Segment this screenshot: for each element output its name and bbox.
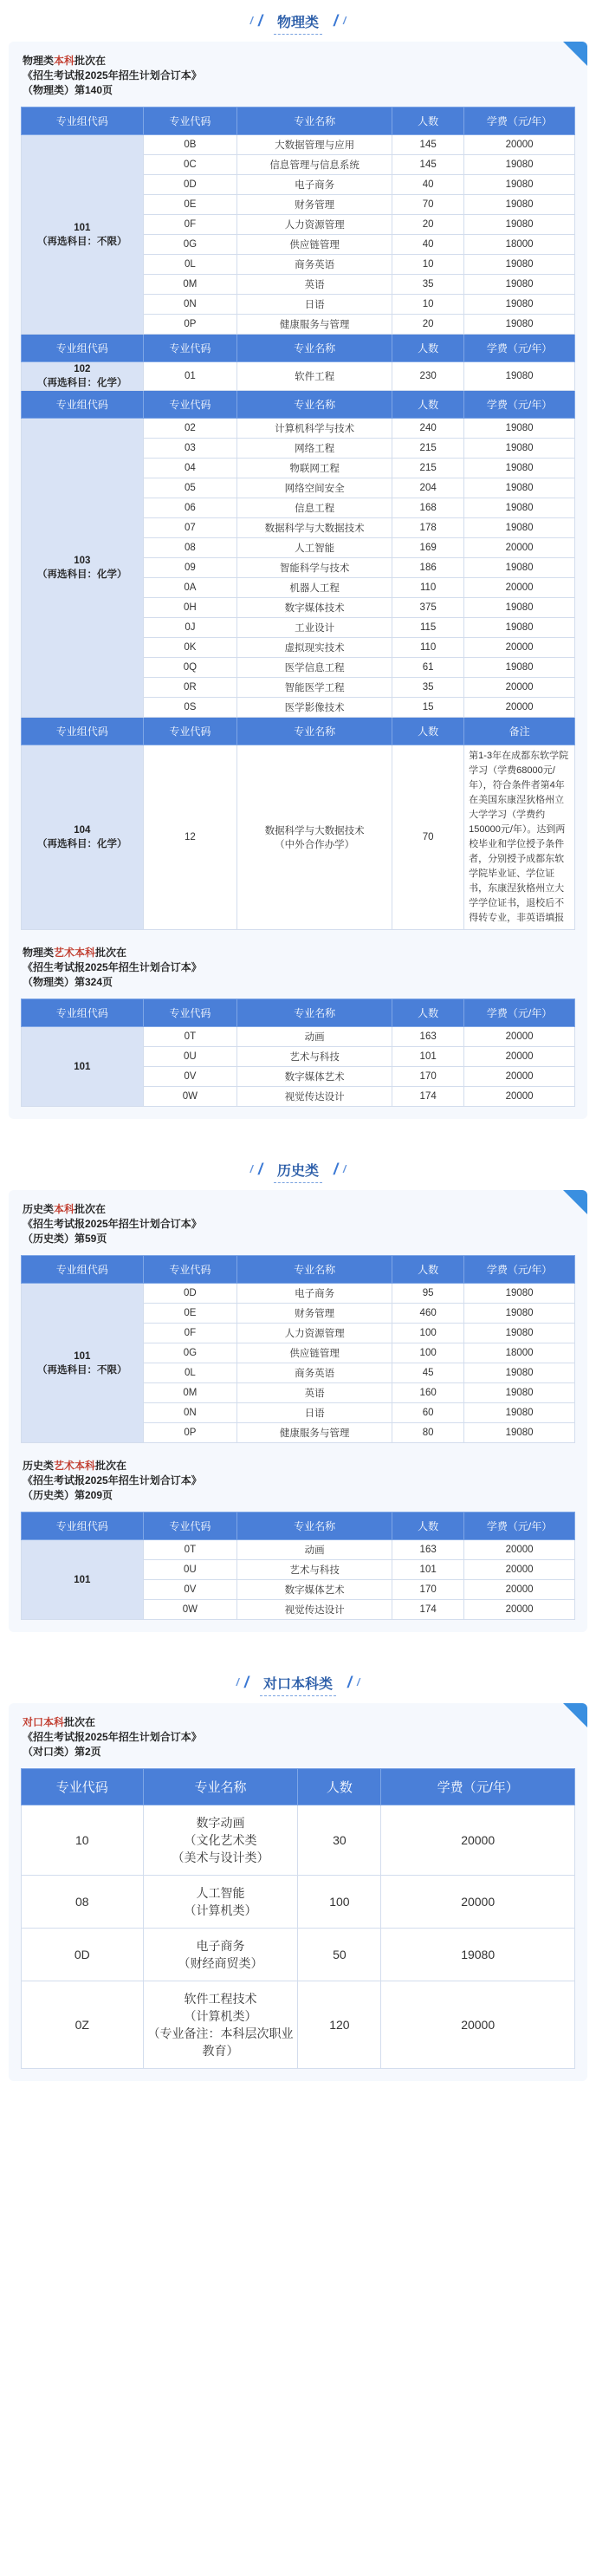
column-header: 人数 [392,999,464,1027]
major-code-cell: 0C [143,155,237,175]
count-cell: 35 [392,678,464,698]
major-name-cell: 供应链管理 [237,235,392,255]
physics-undergrad-table [21,107,575,930]
section-label: 对口本科类 [260,1669,336,1696]
major-code-cell: 0F [143,1324,237,1343]
major-name-cell: 虚拟现实技术 [237,638,392,658]
major-code-cell: 0U [143,1560,237,1580]
count-cell: 375 [392,598,464,618]
major-name-cell: 软件工程 [237,362,392,391]
fee-cell: 19080 [464,1403,575,1423]
fee-cell: 19080 [464,295,575,315]
count-cell: 95 [392,1284,464,1304]
section-title-vocational [0,1662,596,1703]
fee-cell: 18000 [464,1343,575,1363]
slash-decoration-icon: / [357,1676,360,1688]
count-cell: 100 [392,1324,464,1343]
fee-cell: 19080 [464,362,575,391]
fee-cell: 19080 [464,255,575,275]
major-name-cell: 机器人工程 [237,578,392,598]
fee-cell: 20000 [464,1540,575,1560]
major-name-cell: 健康服务与管理 [237,1423,392,1443]
corner-decoration-icon [563,42,587,66]
fee-cell: 20000 [464,698,575,718]
major-name-cell: 数据科学与大数据技术 [237,518,392,538]
major-code-cell: 09 [143,558,237,578]
slash-decoration-icon: / [257,1160,262,1178]
fee-cell: 19080 [464,618,575,638]
slash-decoration-icon: / [334,11,339,29]
major-name-cell: 数字媒体艺术 [237,1067,392,1087]
fee-cell: 19080 [464,215,575,235]
major-code-cell: 06 [143,498,237,518]
table-row [22,135,575,155]
group-code-cell: 104 （再选科目：化学） [22,745,144,930]
major-code-cell: 0H [143,598,237,618]
major-code-cell: 04 [143,459,237,478]
count-cell: 61 [392,658,464,678]
column-header: 人数 [392,718,464,745]
slash-decoration-icon: / [347,1673,353,1691]
column-header: 专业代码 [143,1512,237,1540]
table-row [22,1540,575,1560]
column-header: 学费（元/年） [464,1512,575,1540]
column-header: 学费（元/年） [464,1256,575,1284]
major-code-cell: 0B [143,135,237,155]
major-code-cell: 08 [143,538,237,558]
major-name-cell: 英语 [237,1383,392,1403]
fee-cell: 20000 [464,1600,575,1620]
major-code-cell: 0L [143,1363,237,1383]
major-name-cell: 商务英语 [237,255,392,275]
count-cell: 145 [392,135,464,155]
major-name-cell: 日语 [237,1403,392,1423]
major-code-cell: 03 [143,439,237,459]
count-cell: 169 [392,538,464,558]
major-name-cell: 供应链管理 [237,1343,392,1363]
corner-decoration-icon [563,1703,587,1727]
header-row [22,1512,575,1540]
slash-decoration-icon: / [249,1163,253,1175]
group-code-cell: 101 [22,1540,144,1620]
table-row [22,419,575,439]
count-cell: 110 [392,638,464,658]
major-code-cell: 0N [143,1403,237,1423]
table-row [22,1805,575,1876]
major-code-cell: 0J [143,618,237,638]
table-row [22,1929,575,1981]
count-cell: 163 [392,1540,464,1560]
major-name-cell: 大数据管理与应用 [237,135,392,155]
count-cell: 145 [392,155,464,175]
column-header: 专业代码 [143,999,237,1027]
count-cell: 60 [392,1403,464,1423]
history-undergrad-head: 历史类本科批次在 《招生考试报2025年招生计划合订本》 （历史类）第59页 [23,1203,202,1245]
major-code-cell: 0D [143,1284,237,1304]
major-code-cell: 0D [22,1929,144,1981]
table-row [22,1027,575,1047]
major-name-cell: 工业设计 [237,618,392,638]
major-code-cell: 10 [22,1805,144,1876]
major-code-cell: 0K [143,638,237,658]
count-cell: 170 [392,1580,464,1600]
column-header: 人数 [298,1769,381,1805]
column-header: 专业组代码 [22,718,144,745]
table-row [22,1981,575,2069]
count-cell: 163 [392,1027,464,1047]
fee-cell: 19080 [464,478,575,498]
fee-cell: 19080 [464,195,575,215]
major-code-cell: 0Q [143,658,237,678]
major-name-cell: 软件工程技术 （计算机类） （专业备注：本科层次职业教育） [143,1981,298,2069]
physics-card [9,42,587,1119]
major-name-cell: 视觉传达设计 [237,1087,392,1107]
major-code-cell: 0E [143,1304,237,1324]
major-name-cell: 英语 [237,275,392,295]
physics-undergrad-head: 物理类本科批次在 《招生考试报2025年招生计划合订本》 （物理类）第140页 [23,55,202,96]
column-header: 专业代码 [143,107,237,135]
fee-cell: 20000 [381,1805,575,1876]
fee-cell: 19080 [464,175,575,195]
slash-decoration-icon: / [257,11,262,29]
count-cell: 35 [392,275,464,295]
count-cell: 110 [392,578,464,598]
history-undergrad-table [21,1255,575,1443]
major-name-cell: 电子商务 （财经商贸类） [143,1929,298,1981]
major-name-cell: 物联网工程 [237,459,392,478]
major-name-cell: 人工智能 [237,538,392,558]
header-row [22,718,575,745]
count-cell: 160 [392,1383,464,1403]
major-code-cell: 0F [143,215,237,235]
header-row [22,1256,575,1284]
count-cell: 40 [392,235,464,255]
column-header: 专业代码 [143,718,237,745]
major-code-cell: 12 [143,745,237,930]
major-code-cell: 0U [143,1047,237,1067]
major-code-cell: 0G [143,1343,237,1363]
count-cell: 100 [298,1876,381,1929]
column-header: 人数 [392,335,464,362]
major-name-cell: 网络工程 [237,439,392,459]
column-header: 专业代码 [143,335,237,362]
major-name-cell: 信息管理与信息系统 [237,155,392,175]
count-cell: 178 [392,518,464,538]
major-code-cell: 0R [143,678,237,698]
note-cell: 第1-3年在成都东软学院学习（学费68000元/年），符合条件者第4年在美国东康涅狄格州立大学学习（学费约150000元/年）。达到两校毕业和学位授予条件者，分别授予成都东软学院毕业证、学位证书，东康涅狄格州立大学学位证书，退校后不得转专业，非英语填报 [464,745,575,930]
column-header: 专业代码 [143,391,237,419]
major-name-cell: 健康服务与管理 [237,315,392,335]
major-code-cell: 0V [143,1580,237,1600]
group-code-cell: 102 （再选科目：化学） [22,362,144,391]
fee-cell: 19080 [464,155,575,175]
column-header: 专业名称 [237,107,392,135]
history-card [9,1190,587,1632]
count-cell: 170 [392,1067,464,1087]
header-row [22,335,575,362]
group-code-cell: 101 [22,1027,144,1107]
count-cell: 30 [298,1805,381,1876]
vocational-table [21,1768,575,2069]
physics-art-table [21,999,575,1107]
major-name-cell: 数字媒体技术 [237,598,392,618]
major-code-cell: 0N [143,295,237,315]
group-code-cell: 101 （再选科目：不限） [22,135,144,335]
major-name-cell: 财务管理 [237,195,392,215]
fee-cell: 20000 [464,135,575,155]
fee-cell: 19080 [464,1304,575,1324]
major-name-cell: 计算机科学与技术 [237,419,392,439]
major-code-cell: 0M [143,1383,237,1403]
major-code-cell: 0G [143,235,237,255]
column-header: 人数 [392,391,464,419]
major-name-cell: 数字动画 （文化艺术类 （美术与设计类） [143,1805,298,1876]
column-header: 专业名称 [237,1512,392,1540]
major-code-cell: 05 [143,478,237,498]
major-code-cell: 0P [143,1423,237,1443]
column-header: 学费（元/年） [464,391,575,419]
fee-cell: 19080 [464,658,575,678]
slash-decoration-icon: / [249,15,253,27]
count-cell: 460 [392,1304,464,1324]
fee-cell: 19080 [464,419,575,439]
fee-cell: 19080 [464,598,575,618]
major-name-cell: 智能医学工程 [237,678,392,698]
column-header: 专业组代码 [22,391,144,419]
count-cell: 50 [298,1929,381,1981]
header-row [22,107,575,135]
major-code-cell: 0P [143,315,237,335]
count-cell: 120 [298,1981,381,2069]
group-code-cell: 103 （再选科目：化学） [22,419,144,718]
column-header: 人数 [392,1256,464,1284]
major-code-cell: 0T [143,1027,237,1047]
column-header: 专业名称 [237,1256,392,1284]
major-code-cell: 0S [143,698,237,718]
column-header: 专业代码 [143,1256,237,1284]
vocational-card [9,1703,587,2081]
fee-cell: 20000 [464,1560,575,1580]
header-row [22,1769,575,1805]
column-header: 专业组代码 [22,335,144,362]
fee-cell: 19080 [464,1363,575,1383]
major-code-cell: 0Z [22,1981,144,2069]
major-code-cell: 02 [143,419,237,439]
column-header: 专业代码 [22,1769,144,1805]
major-name-cell: 视觉传达设计 [237,1600,392,1620]
major-code-cell: 0L [143,255,237,275]
fee-cell: 20000 [464,1067,575,1087]
column-header: 学费（元/年） [464,999,575,1027]
fee-cell: 20000 [464,538,575,558]
fee-cell: 18000 [464,235,575,255]
column-header: 专业名称 [237,718,392,745]
count-cell: 168 [392,498,464,518]
column-header: 专业组代码 [22,1512,144,1540]
count-cell: 204 [392,478,464,498]
column-header: 人数 [392,1512,464,1540]
slash-decoration-icon: / [343,1163,347,1175]
major-name-cell: 艺术与科技 [237,1560,392,1580]
fee-cell: 19080 [464,1284,575,1304]
table-row [22,1876,575,1929]
fee-cell: 19080 [464,1324,575,1343]
section-label: 历史类 [274,1156,322,1183]
major-name-cell: 信息工程 [237,498,392,518]
major-code-cell: 0W [143,1087,237,1107]
table-row [22,362,575,391]
fee-cell: 20000 [464,1087,575,1107]
count-cell: 15 [392,698,464,718]
fee-cell: 20000 [464,638,575,658]
count-cell: 186 [392,558,464,578]
major-code-cell: 0E [143,195,237,215]
major-name-cell: 人力资源管理 [237,1324,392,1343]
count-cell: 240 [392,419,464,439]
major-name-cell: 医学信息工程 [237,658,392,678]
major-code-cell: 0M [143,275,237,295]
section-title-physics [0,0,596,42]
slash-decoration-icon: / [236,1676,239,1688]
major-name-cell: 人工智能 （计算机类） [143,1876,298,1929]
fee-cell: 20000 [464,1047,575,1067]
major-code-cell: 0A [143,578,237,598]
fee-cell: 20000 [464,1027,575,1047]
major-code-cell: 0D [143,175,237,195]
table-row [22,1284,575,1304]
slash-decoration-icon: / [243,1673,249,1691]
fee-cell: 20000 [464,1580,575,1600]
count-cell: 230 [392,362,464,391]
slash-decoration-icon: / [334,1160,339,1178]
major-name-cell: 电子商务 [237,175,392,195]
count-cell: 115 [392,618,464,638]
major-name-cell: 电子商务 [237,1284,392,1304]
major-name-cell: 网络空间安全 [237,478,392,498]
major-name-cell: 动画 [237,1027,392,1047]
major-name-cell: 财务管理 [237,1304,392,1324]
count-cell: 10 [392,295,464,315]
table-row [22,745,575,930]
fee-cell: 19080 [464,1423,575,1443]
count-cell: 215 [392,459,464,478]
fee-cell: 19080 [464,1383,575,1403]
fee-cell: 20000 [464,678,575,698]
major-name-cell: 医学影像技术 [237,698,392,718]
header-row [22,391,575,419]
history-art-head: 历史类艺术本科批次在 《招生考试报2025年招生计划合订本》 （历史类）第209页 [23,1460,202,1501]
header-row [22,999,575,1027]
major-name-cell: 艺术与科技 [237,1047,392,1067]
major-code-cell: 01 [143,362,237,391]
fee-cell: 19080 [381,1929,575,1981]
count-cell: 101 [392,1047,464,1067]
fee-cell: 19080 [464,439,575,459]
count-cell: 20 [392,315,464,335]
fee-cell: 19080 [464,459,575,478]
major-name-cell: 数据科学与大数据技术 （中外合作办学） [237,745,392,930]
fee-cell: 19080 [464,275,575,295]
major-code-cell: 08 [22,1876,144,1929]
section-label: 物理类 [274,8,322,35]
fee-cell: 20000 [381,1981,575,2069]
vocational-head: 对口本科批次在 《招生考试报2025年招生计划合订本》 （对口类）第2页 [23,1716,202,1758]
column-header: 人数 [392,107,464,135]
major-code-cell: 07 [143,518,237,538]
fee-cell: 19080 [464,518,575,538]
fee-cell: 20000 [381,1876,575,1929]
count-cell: 40 [392,175,464,195]
column-header: 专业名称 [143,1769,298,1805]
major-name-cell: 智能科学与技术 [237,558,392,578]
count-cell: 70 [392,745,464,930]
count-cell: 215 [392,439,464,459]
column-header: 专业名称 [237,391,392,419]
major-name-cell: 动画 [237,1540,392,1560]
fee-cell: 19080 [464,558,575,578]
count-cell: 10 [392,255,464,275]
count-cell: 70 [392,195,464,215]
corner-decoration-icon [563,1190,587,1214]
count-cell: 20 [392,215,464,235]
major-code-cell: 0T [143,1540,237,1560]
major-name-cell: 商务英语 [237,1363,392,1383]
history-art-table [21,1512,575,1620]
fee-cell: 20000 [464,578,575,598]
count-cell: 174 [392,1087,464,1107]
count-cell: 174 [392,1600,464,1620]
column-header: 学费（元/年） [464,107,575,135]
count-cell: 45 [392,1363,464,1383]
group-code-cell: 101 （再选科目：不限） [22,1284,144,1443]
physics-art-head: 物理类艺术本科批次在 《招生考试报2025年招生计划合订本》 （物理类）第324页 [23,946,202,988]
column-header: 专业名称 [237,999,392,1027]
column-header: 学费（元/年） [464,335,575,362]
column-header: 学费（元/年） [381,1769,575,1805]
major-name-cell: 数字媒体艺术 [237,1580,392,1600]
fee-cell: 19080 [464,315,575,335]
column-header: 专业名称 [237,335,392,362]
fee-cell: 19080 [464,498,575,518]
major-code-cell: 0V [143,1067,237,1087]
column-header: 专业组代码 [22,107,144,135]
column-header: 备注 [464,718,575,745]
section-title-history [0,1148,596,1190]
count-cell: 101 [392,1560,464,1580]
major-name-cell: 人力资源管理 [237,215,392,235]
count-cell: 100 [392,1343,464,1363]
column-header: 专业组代码 [22,999,144,1027]
major-code-cell: 0W [143,1600,237,1620]
slash-decoration-icon: / [343,15,347,27]
major-name-cell: 日语 [237,295,392,315]
column-header: 专业组代码 [22,1256,144,1284]
count-cell: 80 [392,1423,464,1443]
